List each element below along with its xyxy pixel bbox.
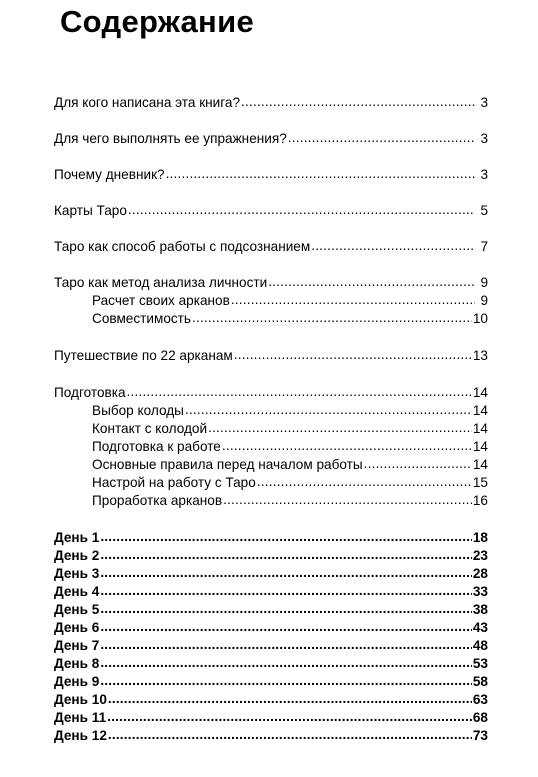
toc-entry[interactable] <box>54 166 488 184</box>
toc-entry-label: Путешествие по 22 арканам <box>54 348 233 363</box>
toc-day-entry[interactable] <box>54 673 488 691</box>
dot-leader <box>311 237 475 255</box>
toc-entry-page: 58 <box>472 674 488 689</box>
dot-leader <box>257 473 472 491</box>
toc-entry-label: Подготовка <box>54 385 126 400</box>
dot-leader <box>192 309 472 327</box>
toc-entry-page: 28 <box>472 566 488 581</box>
toc-entry-label: Контакт с колодой <box>92 421 208 436</box>
dot-leader <box>100 636 472 654</box>
toc-entry-label: Почему дневник? <box>54 167 165 182</box>
toc-entry-label: Таро как метод анализа личности <box>54 275 268 290</box>
toc-subentry[interactable] <box>54 474 488 492</box>
toc-entry-page: 9 <box>480 275 488 290</box>
dot-leader <box>241 93 475 111</box>
toc-day-entry[interactable] <box>54 691 488 709</box>
toc-entry-page: 14 <box>472 439 488 454</box>
toc-entry-page: 33 <box>472 584 488 599</box>
toc-entry-label: День 7 <box>54 638 100 653</box>
toc-day-entry[interactable] <box>54 547 488 565</box>
toc-day-entry[interactable] <box>54 709 488 727</box>
dot-leader <box>231 291 475 309</box>
toc-entry-page: 14 <box>472 457 488 472</box>
toc-entry-label: Расчет своих арканов <box>92 293 230 308</box>
dot-leader <box>108 690 472 708</box>
dot-leader <box>100 654 472 672</box>
toc-day-entry[interactable] <box>54 655 488 673</box>
toc-entry-page: 15 <box>472 475 488 490</box>
toc-entry-page: 7 <box>480 239 488 254</box>
toc-subentry[interactable] <box>54 292 488 310</box>
toc-entry-label: День 3 <box>54 566 100 581</box>
toc-subentry[interactable] <box>54 310 488 328</box>
toc-entry-page: 73 <box>472 728 488 743</box>
toc-entry-label: Для чего выполнять ее упражнения? <box>54 131 287 146</box>
toc-entry-page: 63 <box>472 692 488 707</box>
toc-entry[interactable] <box>54 130 488 148</box>
toc-entry-label: День 10 <box>54 692 107 707</box>
toc-entry-label: День 2 <box>54 548 100 563</box>
toc-entry-label: День 11 <box>54 710 107 725</box>
toc-entry-label: Таро как способ работы с подсознанием <box>54 239 311 254</box>
dot-leader <box>108 726 472 744</box>
dot-leader <box>185 401 472 419</box>
dot-leader <box>208 419 472 437</box>
toc-entry-page: 68 <box>472 710 488 725</box>
toc-entry-label: Проработка арканов <box>92 493 223 508</box>
toc-entry-page: 14 <box>472 421 488 436</box>
toc-entry-page: 38 <box>472 602 488 617</box>
dot-leader <box>100 564 472 582</box>
toc-entry-page: 5 <box>480 203 488 218</box>
dot-leader <box>234 346 472 364</box>
toc-day-entry[interactable] <box>54 583 488 601</box>
toc-entry-page: 43 <box>472 620 488 635</box>
dot-leader <box>364 455 472 473</box>
toc-entry-page: 14 <box>472 385 488 400</box>
toc-entry-page: 3 <box>480 167 488 182</box>
toc-subentry[interactable] <box>54 402 488 420</box>
toc-subentry[interactable] <box>54 456 488 474</box>
dot-leader <box>268 273 475 291</box>
toc-entry-label: День 12 <box>54 728 107 743</box>
toc-entry[interactable] <box>54 347 488 365</box>
toc-subentry[interactable] <box>54 420 488 438</box>
dot-leader <box>222 437 472 455</box>
dot-leader <box>100 546 472 564</box>
toc-entry[interactable] <box>54 238 488 256</box>
toc-entry-label: Выбор колоды <box>92 403 184 418</box>
toc-entry[interactable] <box>54 94 488 112</box>
dot-leader <box>128 201 475 219</box>
toc-day-entry[interactable] <box>54 601 488 619</box>
toc-entry-page: 23 <box>472 548 488 563</box>
table-of-contents <box>54 94 488 745</box>
page-title: Содержание <box>60 4 254 39</box>
toc-day-entry[interactable] <box>54 637 488 655</box>
dot-leader <box>288 129 475 147</box>
toc-entry-label: День 6 <box>54 620 100 635</box>
toc-day-entry[interactable] <box>54 529 488 547</box>
toc-entry-page: 3 <box>480 95 488 110</box>
toc-entry-label: Подготовка к работе <box>92 439 221 454</box>
dot-leader <box>100 528 472 546</box>
toc-entry-page: 13 <box>472 348 488 363</box>
toc-entry-page: 16 <box>472 493 488 508</box>
dot-leader <box>100 618 472 636</box>
toc-entry-label: Для кого написана эта книга? <box>54 95 241 110</box>
toc-entry-label: День 5 <box>54 602 100 617</box>
toc-entry-label: День 1 <box>54 530 100 545</box>
toc-entry-page: 9 <box>480 293 488 308</box>
toc-entry-label: День 4 <box>54 584 100 599</box>
toc-entry[interactable] <box>54 384 488 402</box>
toc-entry-label: Карты Таро <box>54 203 127 218</box>
toc-entry[interactable] <box>54 202 488 220</box>
toc-subentry[interactable] <box>54 492 488 510</box>
toc-subentry[interactable] <box>54 438 488 456</box>
toc-entry-label: Основные правила перед началом работы <box>92 457 363 472</box>
toc-day-entry[interactable] <box>54 565 488 583</box>
dot-leader <box>223 491 472 509</box>
dot-leader <box>100 600 472 618</box>
toc-day-entry[interactable] <box>54 619 488 637</box>
toc-entry-page: 48 <box>472 638 488 653</box>
toc-entry-page: 10 <box>472 311 488 326</box>
dot-leader <box>100 582 472 600</box>
toc-entry-label: Настрой на работу с Таро <box>92 475 256 490</box>
toc-entry-page: 18 <box>472 530 488 545</box>
toc-entry-page: 53 <box>472 656 488 671</box>
toc-entry-label: Совместимость <box>92 311 191 326</box>
dot-leader <box>166 165 475 183</box>
dot-leader <box>100 672 472 690</box>
toc-entry-page: 3 <box>480 131 488 146</box>
toc-day-entry[interactable] <box>54 727 488 745</box>
toc-entry-label: День 9 <box>54 674 100 689</box>
toc-entry-page: 14 <box>472 403 488 418</box>
dot-leader <box>107 708 472 726</box>
toc-entry[interactable] <box>54 274 488 292</box>
dot-leader <box>127 383 472 401</box>
toc-entry-label: День 8 <box>54 656 100 671</box>
